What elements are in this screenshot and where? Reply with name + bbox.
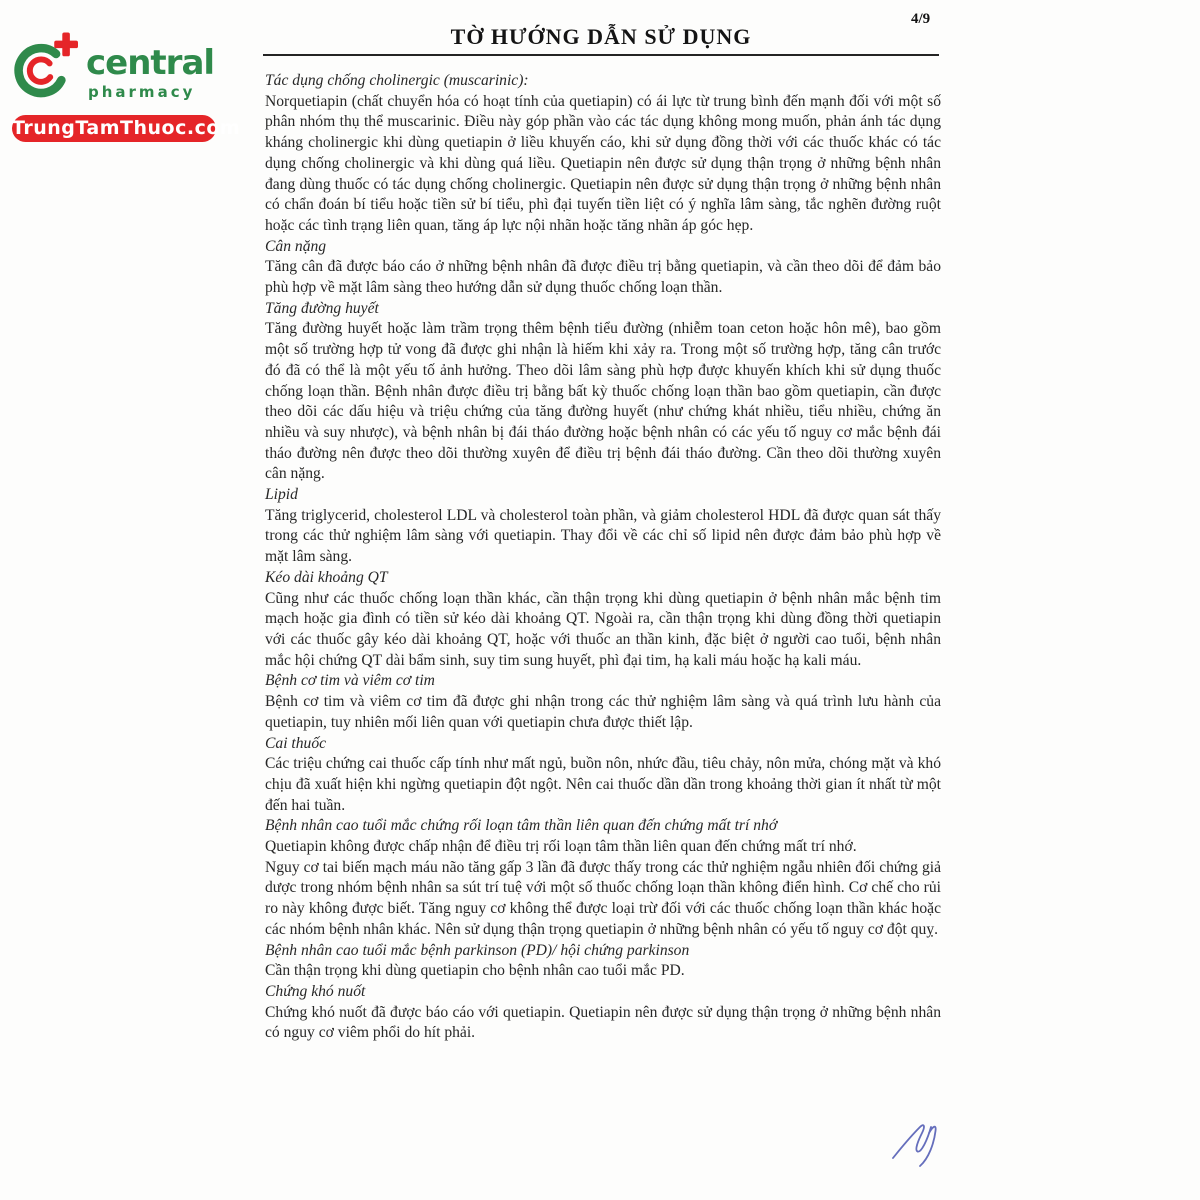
section-heading: Tác dụng chống cholinergic (muscarinic):: [265, 72, 529, 89]
section-heading: Tăng đường huyết: [265, 299, 379, 317]
section-paragraph: Norquetiapin (chất chuyển hóa có hoạt tính của quetiapin) có ái lực từ trung bình đến mạnh đối với một số phân nhóm thụ thể muscarinic. Điều này góp phần vào các tác dụng không mong muốn, phản ánh tác dụng kháng cholinergic khi dùng quetiapin ở liều khuyến cáo, khi sử dụng đồng thời với các thuốc khác có tác dụng chống cholinergic và khi dùng quá liều. Quetiapin nên được sử dụng thận trọng ở những bệnh nhân đang dùng thuốc có tác dụng chống cholinergic. Quetiapin nên được sử dụng thận trọng ở những bệnh nhân có chẩn đoán bí tiểu hoặc tiền sử bí tiểu, phì đại tuyến tiền liệt có ý nghĩa lâm sàng, tắc nghẽn đường ruột hoặc các tình trạng liên quan, tăng áp lực nội nhãn hoặc tăng nhãn áp góc hẹp.: [265, 92, 941, 234]
section: [265, 982, 941, 1044]
logo-website-badge: TrungTamThuoc.com: [12, 115, 216, 142]
section-paragraph: Chứng khó nuốt đã được báo cáo với quetiapin. Quetiapin nên được sử dụng thận trọng ở những bệnh nhân có nguy cơ viêm phổi do hít phải.: [265, 1003, 941, 1042]
section-paragraph: Quetiapin không được chấp nhận để điều trị rối loạn tâm thần liên quan đến chứng mất trí nhớ.: [265, 838, 857, 856]
section-paragraph: Cũng như các thuốc chống loạn thần khác, cần thận trọng khi dùng quetiapin ở bệnh nhân mắc bệnh tim mạch hoặc gia đình có tiền sử kéo dài khoảng QT. Ngoài ra, cần thận trọng khi dùng đồng thời quetiapin với các thuốc gây kéo dài khoảng QT, hoặc với thuốc an thần kinh, đặc biệt ở người cao tuổi, bệnh nhân mắc hội chứng QT dài bẩm sinh, suy tim sung huyết, phì đại tim, hạ kali máu hoặc hạ kali máu.: [265, 589, 941, 669]
section: [265, 299, 941, 485]
section: [265, 671, 941, 733]
section-paragraph: Tăng triglycerid, cholesterol LDL và cholesterol toàn phần, và giảm cholesterol HDL đã được quan sát thấy trong các thử nghiệm lâm sàng với quetiapin. Thay đổi về các chỉ số lipid nên được đảm bảo phù hợp về mặt lâm sàng.: [265, 506, 941, 566]
section-heading: Kéo dài khoảng QT: [265, 568, 388, 586]
section: [265, 941, 941, 982]
section: [265, 71, 941, 237]
section-heading: Cai thuốc: [265, 734, 327, 752]
section: [265, 734, 941, 817]
section-heading: Bệnh nhân cao tuổi mắc bệnh parkinson (PD)/ hội chứng parkinson: [265, 941, 690, 959]
section-heading: Cân nặng: [265, 237, 327, 255]
page-title: TỜ HƯỚNG DẪN SỬ DỤNG: [450, 24, 752, 49]
pharmacy-logo: [12, 26, 241, 142]
section-heading: Lipid: [265, 486, 298, 504]
signature-icon: [889, 1112, 945, 1170]
logo-subtitle-text: pharmacy: [88, 83, 196, 101]
section-heading: Chứng khó nuốt: [265, 982, 366, 1000]
section: [265, 485, 941, 568]
section: [265, 816, 941, 940]
page-number: 4/9: [911, 11, 931, 27]
document-sections: [265, 71, 941, 1044]
section: [265, 568, 941, 672]
section-paragraph: Tăng đường huyết hoặc làm trầm trọng thêm bệnh tiểu đường (nhiễm toan ceton hoặc hôn mê), bao gồm một số trường hợp tử vong đã được ghi nhận là hiếm khi xảy ra. Trong một số trường hợp, tăng cân trước đó đã có thể là một yếu tố ảnh hưởng. Theo dõi lâm sàng phù hợp được khuyến khích khi sử dụng thuốc chống loạn thần. Bệnh nhân được điều trị bằng bất kỳ thuốc chống loạn thần bao gồm quetiapin, cần được theo dõi các dấu hiệu và triệu chứng của tăng đường huyết (như chứng khát nhiều, tiểu nhiều, chứng ăn nhiều và suy nhược), và bệnh nhân bị đái tháo đường hoặc bệnh nhân có các yếu tố nguy cơ mắc bệnh đái tháo đường nên được theo dõi thường xuyên để điều trị bệnh đái tháo đường. Cần theo dõi thường xuyên cân nặng.: [265, 320, 941, 483]
section-paragraph: Bệnh cơ tim và viêm cơ tim đã được ghi nhận trong các thử nghiệm lâm sàng và quá trình lưu hành của quetiapin, tuy nhiên mối liên quan với quetiapin chưa được thiết lập.: [265, 693, 941, 731]
section-paragraph: Nguy cơ tai biến mạch máu não tăng gấp 3 lần đã được thấy trong các thử nghiệm ngẫu nhiên đối chứng giả dược trong nhóm bệnh nhân sa sút trí tuệ với một số thuốc chống loạn thần không điển hình. Cơ chế cho rủi ro này không được biết. Tăng nguy cơ không thể được loại trừ đối với các thuốc chống loạn thần khác hoặc các nhóm bệnh nhân khác. Nên sử dụng thận trọng quetiapin ở những bệnh nhân có yếu tố nguy cơ đột quỵ.: [265, 858, 941, 938]
section: [265, 237, 941, 299]
central-pharmacy-icon: [12, 26, 78, 106]
section-paragraph: Các triệu chứng cai thuốc cấp tính như mất ngủ, buồn nôn, nhức đầu, tiêu chảy, nôn mửa, chóng mặt và khó chịu đã xuất hiện khi ngừng quetiapin đột ngột. Nên cai thuốc dần dần trong khoảng thời gian ít nhất từ một đến hai tuần.: [265, 755, 941, 814]
section-paragraph: Cần thận trọng khi dùng quetiapin cho bệnh nhân cao tuổi mắc PD.: [265, 962, 685, 980]
section-heading: Bệnh nhân cao tuổi mắc chứng rối loạn tâm thần liên quan đến chứng mất trí nhớ: [265, 817, 778, 835]
logo-brand-text: central: [86, 43, 215, 83]
section-paragraph: Tăng cân đã được báo cáo ở những bệnh nhân đã được điều trị bằng quetiapin, và cần theo dõi để đảm bảo phù hợp về mặt lâm sàng theo hướng dẫn sử dụng thuốc chống loạn thần.: [265, 258, 941, 297]
document-header: [263, 24, 939, 56]
section-heading: Bệnh cơ tim và viêm cơ tim: [265, 672, 435, 690]
